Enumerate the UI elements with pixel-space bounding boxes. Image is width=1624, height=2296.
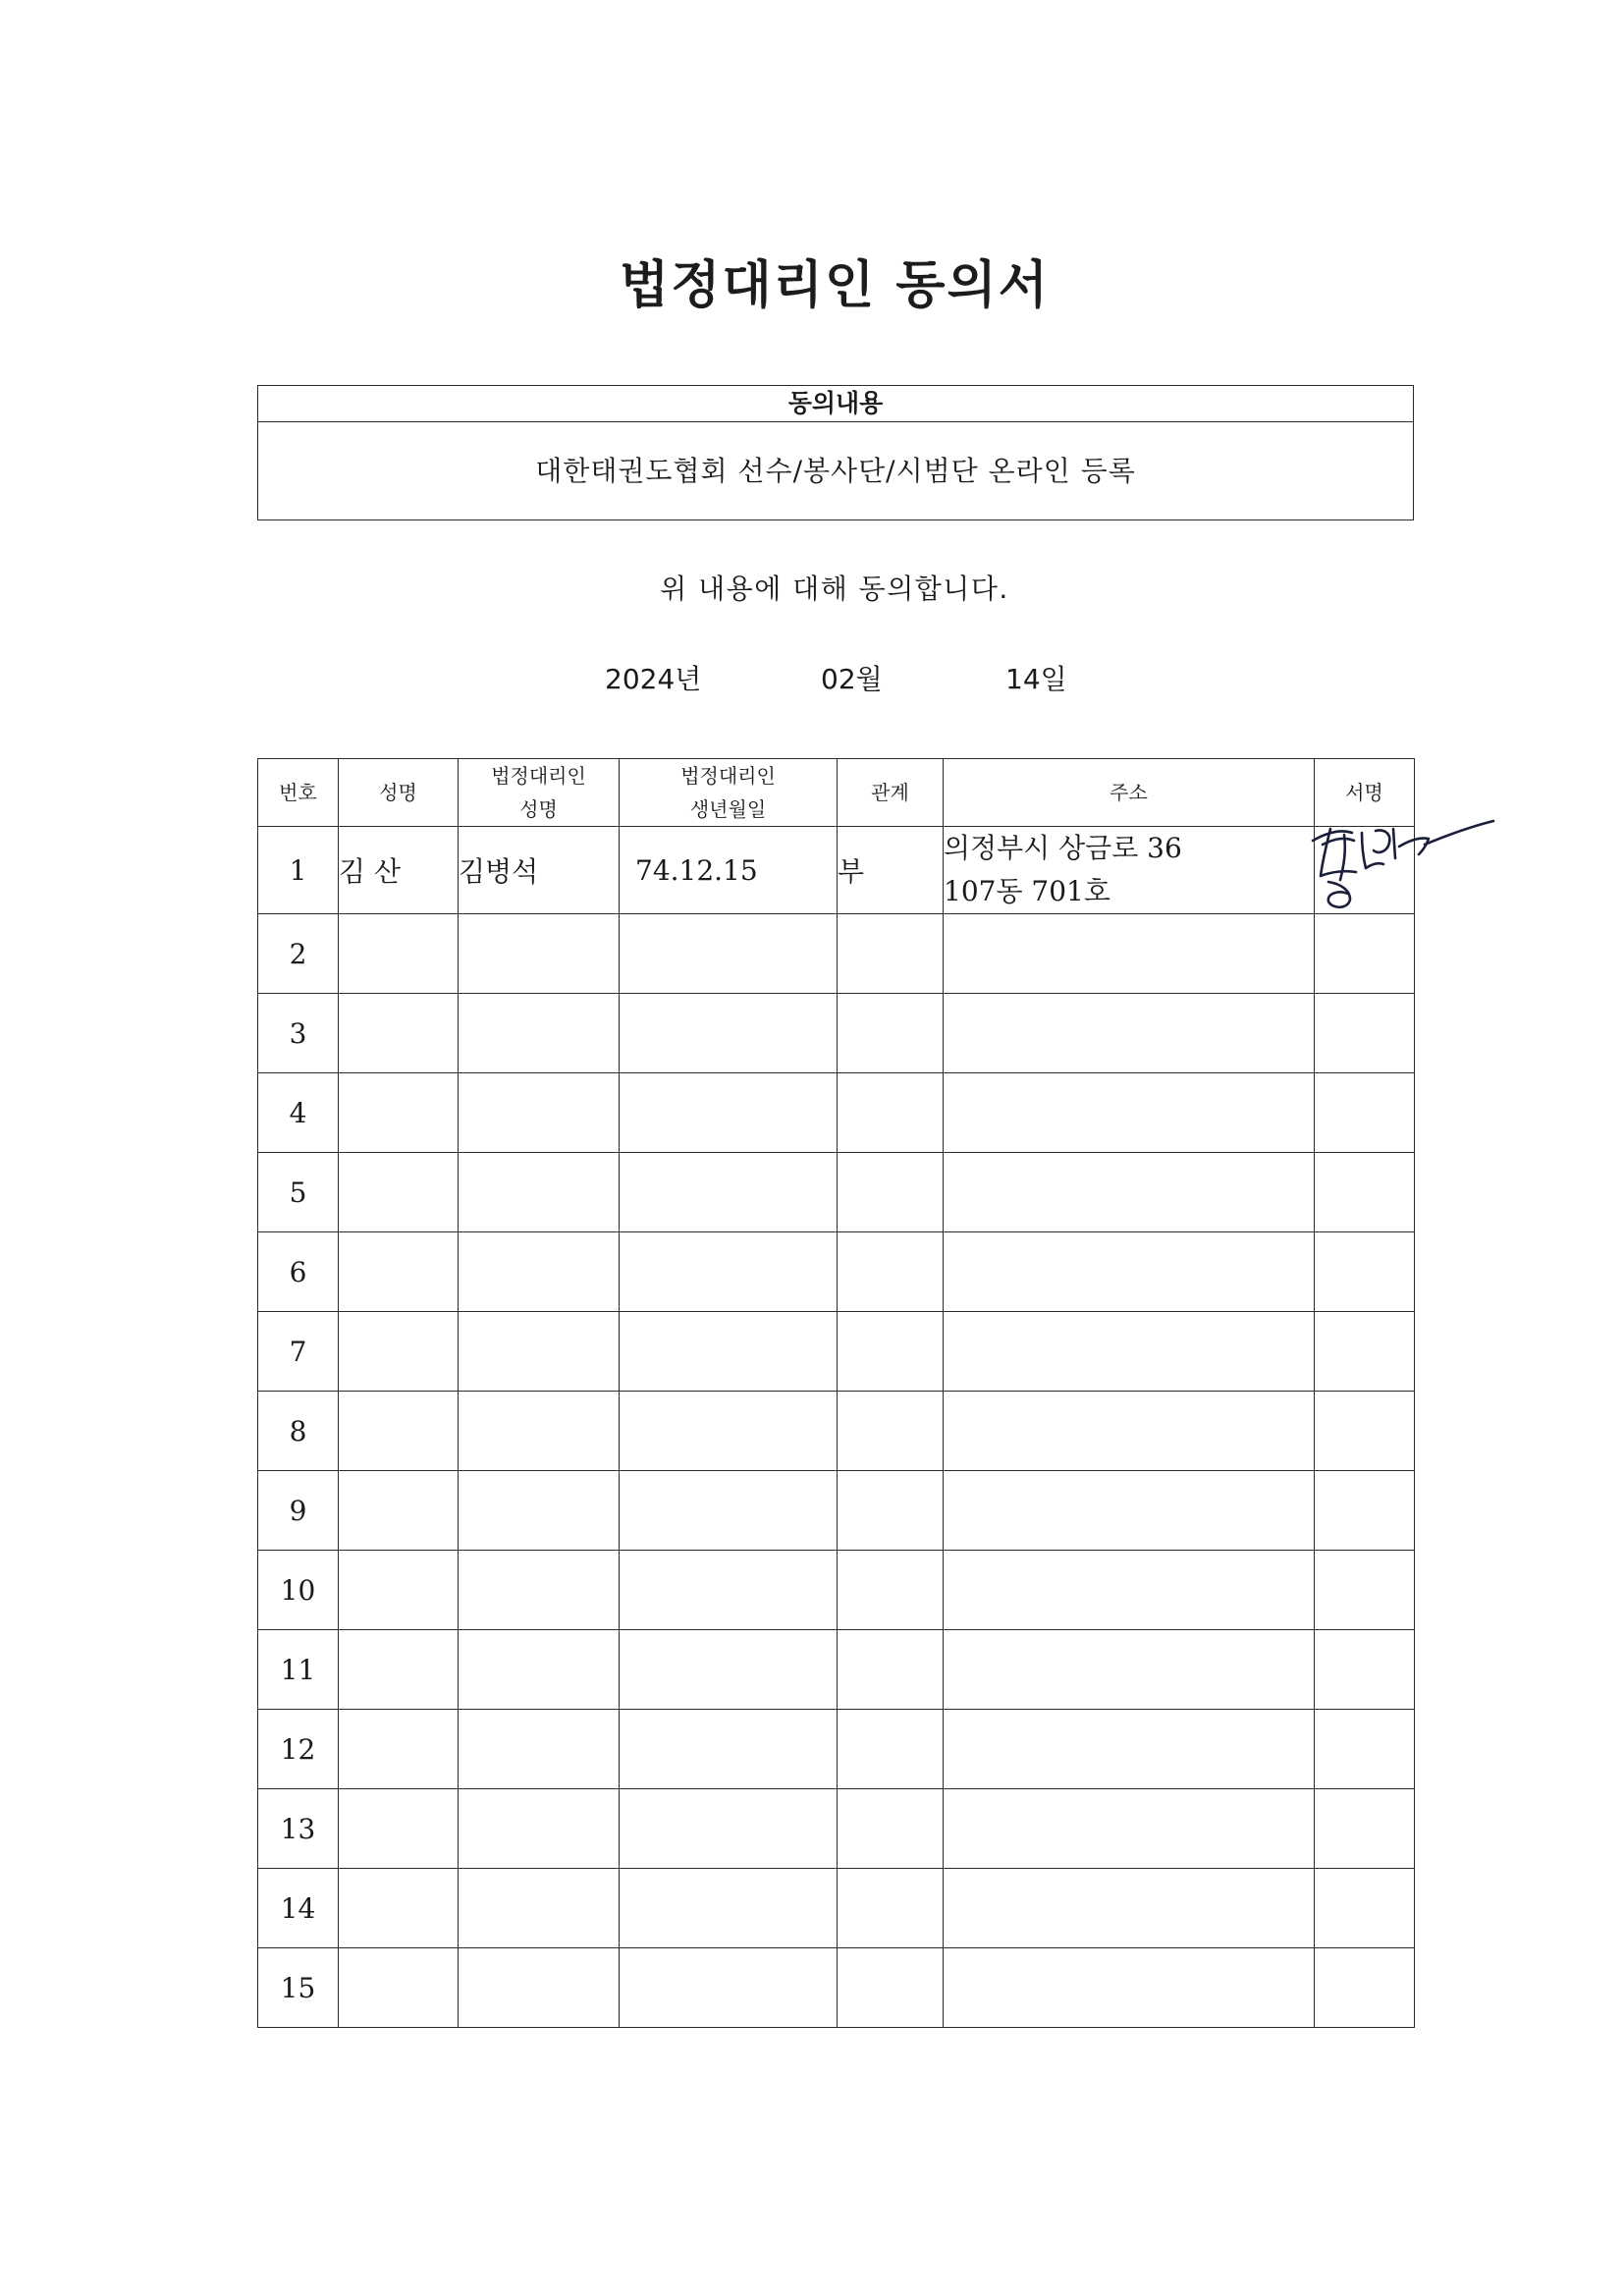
signature-cell — [1315, 914, 1415, 994]
table-row — [258, 914, 1415, 994]
date-year: 2024년 — [605, 663, 702, 695]
row-number: 4 — [258, 1073, 339, 1153]
header-signature: 서명 — [1315, 759, 1415, 827]
address — [944, 827, 1315, 914]
relation — [838, 1869, 944, 1948]
signature-cell — [1315, 1869, 1415, 1948]
guardian-name — [459, 1869, 620, 1948]
guardian-birthdate — [620, 1710, 838, 1789]
relation — [838, 914, 944, 994]
guardian-birthdate — [620, 1073, 838, 1153]
address — [944, 1312, 1315, 1392]
relation — [838, 1392, 944, 1471]
address — [944, 1153, 1315, 1232]
signature-cell — [1315, 1232, 1415, 1312]
signature-cell — [1315, 1073, 1415, 1153]
row-number: 10 — [258, 1551, 339, 1630]
consent-body: 대한태권도협회 선수/봉사단/시범단 온라인 등록 — [535, 455, 1136, 487]
address — [944, 1232, 1315, 1312]
header-guardian-birth-line1: 법정대리인 — [680, 764, 776, 788]
address — [944, 1710, 1315, 1789]
header-guardian-birth-line2: 생년월일 — [689, 797, 767, 821]
relation: 부 — [838, 827, 944, 914]
consent-box — [257, 385, 1414, 520]
guardian-name — [459, 1789, 620, 1869]
address — [944, 994, 1315, 1073]
student-name — [339, 914, 459, 994]
guardian-name — [459, 1312, 620, 1392]
relation — [838, 1471, 944, 1551]
guardian-name — [459, 1710, 620, 1789]
row-number: 9 — [258, 1471, 339, 1551]
guardian-birthdate — [620, 1948, 838, 2028]
row-number: 3 — [258, 994, 339, 1073]
address — [944, 1073, 1315, 1153]
row-number: 1 — [258, 827, 339, 914]
signature-cell — [1315, 994, 1415, 1073]
table-header-row — [258, 759, 1415, 827]
guardian-birthdate — [620, 1312, 838, 1392]
address — [944, 1471, 1315, 1551]
relation — [838, 1551, 944, 1630]
guardian-name — [459, 1948, 620, 2028]
relation — [838, 1312, 944, 1392]
address — [944, 1630, 1315, 1710]
row-number: 7 — [258, 1312, 339, 1392]
signature-cell — [1315, 1153, 1415, 1232]
address — [944, 1948, 1315, 2028]
guardian-birthdate — [620, 994, 838, 1073]
address-line2: 107동 701호 — [944, 875, 1110, 907]
guardian-birthdate — [620, 1551, 838, 1630]
guardian-birthdate — [620, 1471, 838, 1551]
student-name — [339, 1630, 459, 1710]
guardian-birthdate — [620, 1869, 838, 1948]
student-name — [339, 994, 459, 1073]
header-relation: 관계 — [838, 759, 944, 827]
student-name — [339, 1710, 459, 1789]
student-name — [339, 1392, 459, 1471]
student-name — [339, 1948, 459, 2028]
relation — [838, 1073, 944, 1153]
student-name: 김 산 — [339, 827, 459, 914]
header-name: 성명 — [339, 759, 459, 827]
student-name — [339, 1789, 459, 1869]
relation — [838, 994, 944, 1073]
table-row — [258, 1630, 1415, 1710]
signature-cell — [1315, 1312, 1415, 1392]
student-name — [339, 1232, 459, 1312]
table-row — [258, 1710, 1415, 1789]
signature-cell — [1315, 1710, 1415, 1789]
student-name — [339, 1471, 459, 1551]
header-guardian-name-line1: 법정대리인 — [491, 764, 586, 788]
row-number: 12 — [258, 1710, 339, 1789]
row-number: 15 — [258, 1948, 339, 2028]
address — [944, 914, 1315, 994]
guardian-birthdate — [620, 1789, 838, 1869]
guardian-name — [459, 1392, 620, 1471]
guardian-name — [459, 994, 620, 1073]
address — [944, 1392, 1315, 1471]
address — [944, 1551, 1315, 1630]
guardian-birthdate — [620, 914, 838, 994]
header-address: 주소 — [944, 759, 1315, 827]
handwritten-signature — [1301, 811, 1497, 919]
row-number: 5 — [258, 1153, 339, 1232]
signature-cell — [1315, 1551, 1415, 1630]
row-number: 14 — [258, 1869, 339, 1948]
guardian-name — [459, 1471, 620, 1551]
address — [944, 1869, 1315, 1948]
signature-cell — [1315, 1630, 1415, 1710]
guardian-name — [459, 1630, 620, 1710]
table-row — [258, 1153, 1415, 1232]
date-day: 14일 — [1005, 663, 1067, 695]
address-line1: 의정부시 상금로 36 — [944, 832, 1182, 864]
signature-cell — [1315, 1948, 1415, 2028]
guardian-birthdate — [620, 1392, 838, 1471]
table-row — [258, 1073, 1415, 1153]
agree-statement: 위 내용에 대해 동의합니다. — [660, 573, 1009, 605]
row-number: 11 — [258, 1630, 339, 1710]
guardian-birthdate — [620, 1153, 838, 1232]
row-number: 2 — [258, 914, 339, 994]
row-number: 6 — [258, 1232, 339, 1312]
guardian-birthdate — [620, 1232, 838, 1312]
student-name — [339, 1551, 459, 1630]
signature-cell — [1315, 1392, 1415, 1471]
student-name — [339, 1869, 459, 1948]
document-title: 법정대리인 동의서 — [620, 256, 1050, 315]
relation — [838, 1789, 944, 1869]
student-name — [339, 1073, 459, 1153]
table-row — [258, 1471, 1415, 1551]
relation — [838, 1232, 944, 1312]
table-row — [258, 1312, 1415, 1392]
header-guardian-name-line2: 성명 — [519, 797, 558, 821]
table-row — [258, 1392, 1415, 1471]
address — [944, 1789, 1315, 1869]
guardian-birthdate — [620, 1630, 838, 1710]
guardian-name — [459, 1073, 620, 1153]
header-guardian-name — [459, 759, 620, 827]
registration-table — [257, 758, 1415, 2028]
guardian-name — [459, 914, 620, 994]
student-name — [339, 1153, 459, 1232]
relation — [838, 1710, 944, 1789]
table-row — [258, 1232, 1415, 1312]
relation — [838, 1630, 944, 1710]
relation — [838, 1153, 944, 1232]
header-no: 번호 — [258, 759, 339, 827]
relation — [838, 1948, 944, 2028]
guardian-name — [459, 1232, 620, 1312]
student-name — [339, 1312, 459, 1392]
row-number: 13 — [258, 1789, 339, 1869]
date-month: 02월 — [821, 663, 883, 695]
signature-cell — [1315, 827, 1415, 914]
signature-cell — [1315, 1789, 1415, 1869]
header-guardian-birth — [620, 759, 838, 827]
consent-header: 동의내용 — [258, 386, 1413, 422]
guardian-name — [459, 1153, 620, 1232]
table-row — [258, 827, 1415, 914]
table-row — [258, 1789, 1415, 1869]
table-row — [258, 1869, 1415, 1948]
table-row — [258, 994, 1415, 1073]
guardian-name — [459, 1551, 620, 1630]
table-row — [258, 1551, 1415, 1630]
guardian-name: 김병석 — [459, 827, 620, 914]
signature-cell — [1315, 1471, 1415, 1551]
row-number: 8 — [258, 1392, 339, 1471]
guardian-birthdate: 74.12.15 — [620, 827, 838, 914]
table-row — [258, 1948, 1415, 2028]
